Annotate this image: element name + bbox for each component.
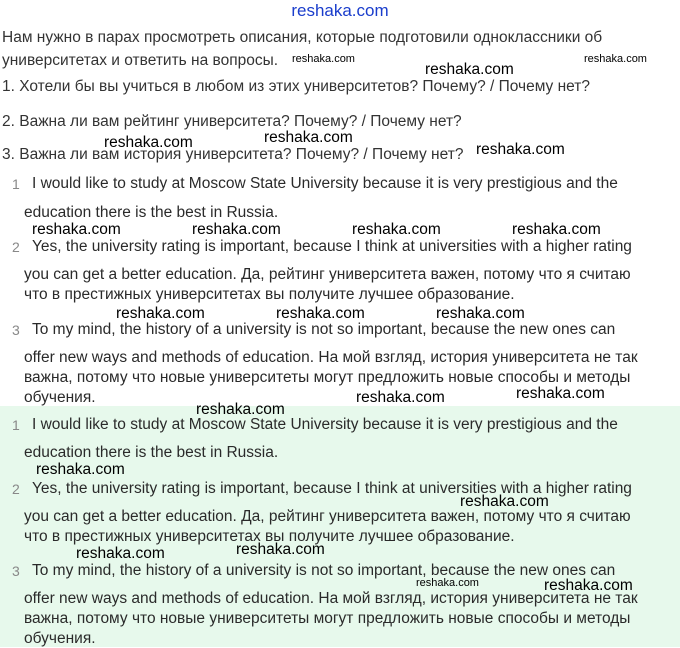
intro-text bbox=[2, 26, 678, 72]
answer-line: что в престижных университетах вы получите лучшее образование. bbox=[24, 528, 515, 545]
intro-line-2: университетах и ответить на вопросы. bbox=[2, 52, 279, 69]
watermark: reshaka.com bbox=[425, 61, 514, 78]
answer-line: I would like to study at Moscow State University because it is very prestigious and the bbox=[32, 175, 618, 192]
answer-line: offer new ways and methods of education. На мой взгляд, история университета не так bbox=[24, 590, 638, 607]
answer-number: 2 bbox=[12, 481, 20, 497]
answer-line: offer new ways and methods of education. На мой взгляд, история университета не так bbox=[24, 349, 638, 366]
answer-line: education there is the best in Russia. bbox=[24, 204, 279, 221]
question-1: 1. Хотели бы вы учиться в любом из этих университетов? Почему? / Почему нет? bbox=[2, 78, 590, 95]
question-3: 3. Важна ли вам история университета? Почему? / Почему нет? bbox=[2, 146, 464, 163]
watermark: reshaka.com bbox=[104, 134, 193, 151]
watermark: reshaka.com bbox=[436, 305, 525, 322]
watermark: reshaka.com bbox=[292, 53, 355, 65]
watermark: reshaka.com bbox=[584, 53, 647, 65]
answer-number: 3 bbox=[12, 563, 20, 579]
answer-line: обучения. bbox=[24, 389, 96, 406]
answer-line: обучения. bbox=[24, 630, 96, 647]
answer-line: важна, потому что новые университеты могут предложить новые способы и методы bbox=[24, 369, 631, 386]
watermark: reshaka.com bbox=[460, 493, 549, 510]
answers-block-highlighted bbox=[0, 406, 680, 647]
watermark: reshaka.com bbox=[196, 401, 285, 418]
answer-line: Yes, the university rating is important, because I think at universities with a higher rating bbox=[32, 480, 632, 497]
watermark: reshaka.com bbox=[236, 541, 325, 558]
watermark: reshaka.com bbox=[32, 221, 121, 238]
brand-link[interactable]: reshaka.com bbox=[291, 1, 389, 20]
answer-line: you can get a better education. Да, рейтинг университета важен, потому что я считаю bbox=[24, 508, 631, 525]
answer-number: 1 bbox=[12, 176, 20, 192]
answer-line: Yes, the university rating is important, because I think at universities with a higher rating bbox=[32, 238, 632, 255]
answer-line: education there is the best in Russia. bbox=[24, 444, 279, 461]
watermark: reshaka.com bbox=[264, 129, 353, 146]
answer-line: I would like to study at Moscow State University because it is very prestigious and the bbox=[32, 416, 618, 433]
answer-number: 1 bbox=[12, 417, 20, 433]
answer-line: что в престижных университетах вы получите лучшее образование. bbox=[24, 286, 515, 303]
watermark: reshaka.com bbox=[76, 545, 165, 562]
answer-number: 2 bbox=[12, 239, 20, 255]
watermark: reshaka.com bbox=[356, 389, 445, 406]
answer-line: To my mind, the history of a university is not so important, because the new ones can bbox=[32, 321, 616, 338]
watermark: reshaka.com bbox=[116, 305, 205, 322]
question-2: 2. Важна ли вам рейтинг университета? Почему? / Почему нет? bbox=[2, 113, 462, 130]
answers-block-primary bbox=[0, 168, 680, 406]
watermark: reshaka.com bbox=[276, 305, 365, 322]
watermark: reshaka.com bbox=[416, 577, 479, 589]
watermark: reshaka.com bbox=[544, 577, 633, 594]
watermark: reshaka.com bbox=[36, 461, 125, 478]
watermark: reshaka.com bbox=[192, 221, 281, 238]
watermark: reshaka.com bbox=[516, 385, 605, 402]
watermark: reshaka.com bbox=[512, 221, 601, 238]
answer-number: 3 bbox=[12, 322, 20, 338]
answer-line: важна, потому что новые университеты могут предложить новые способы и методы bbox=[24, 610, 631, 627]
answer-line: you can get a better education. Да, рейтинг университета важен, потому что я считаю bbox=[24, 266, 631, 283]
watermark: reshaka.com bbox=[476, 141, 565, 158]
watermark: reshaka.com bbox=[352, 221, 441, 238]
answer-line: To my mind, the history of a university is not so important, because the new ones can bbox=[32, 562, 616, 579]
intro-line-1: Нам нужно в парах просмотреть описания, которые подготовили одноклассники об bbox=[2, 29, 603, 46]
